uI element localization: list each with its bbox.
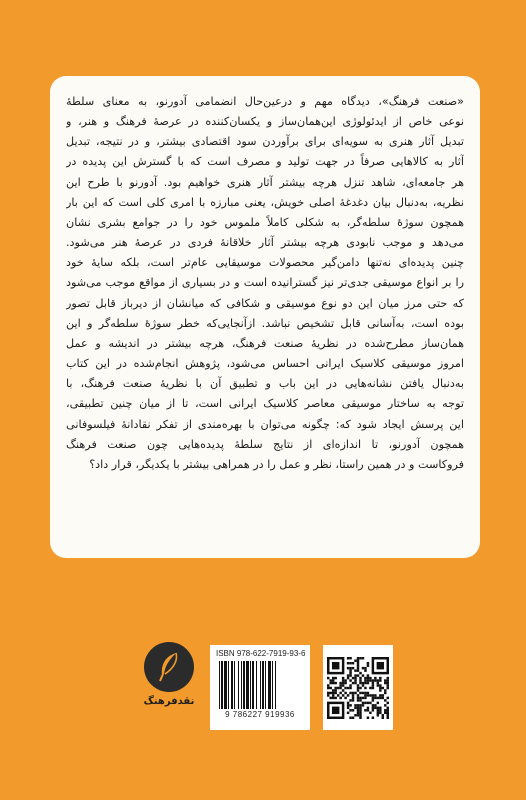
barcode-number: 9 786227 919936 [225, 710, 295, 719]
text-line: بوده است، به‌آسانی قابل تشخیص نباشد. ازآنجایی‌که خطر سوژهٔ سلطه‌گر و این [66, 316, 464, 330]
text-line: همچون سوژهٔ سلطه‌گر، به شکلی کاملاً ملموس خود را در جوامع بشری نشان [66, 215, 464, 229]
isbn-label: ISBN 978-622-7919-93-6 [216, 649, 306, 658]
text-line: آثار به کالاهایی صرفاً در جهت تولید و مصرف است که با گسترش این پدیده در [66, 155, 464, 169]
publisher-logo [140, 642, 198, 707]
text-line: که حتی مرز میان این دو نوع موسیقی و شکافی که میانشان از دیرباز قابل تصور [66, 296, 464, 310]
text-line: این پرسش ایجاد شود که: چگونه می‌توان با بهره‌مندی از تفکر نقادانهٔ فیلسوفانی [66, 417, 464, 431]
isbn-barcode [210, 645, 310, 730]
text-line: به‌دنبال یافتن نشانه‌هایی در این باب و تطبیق آن با نظریهٔ صنعت فرهنگ، با [66, 377, 464, 391]
publisher-name: نقدفرهنگ [143, 696, 195, 707]
text-line: می‌دهد و موجب نابودی هرچه بیشتر آثار خلاقانهٔ فردی در عرصهٔ هنر می‌شود. [66, 236, 464, 250]
back-cover-description [66, 92, 464, 475]
qr-code-icon [323, 645, 393, 730]
text-line: هر جامعه‌ای، شاهد تنزل هرچه بیشتر آثار هنری خواهیم بود. آدورنو با طرح این [66, 175, 464, 189]
text-line: توجه به ساختار موسیقی معاصر کلاسیک ایرانی است، تا از میان چنین تطبیقی، [66, 397, 464, 411]
text-line: همچون آدورنو، تا اندازه‌ای از نتایج سلطهٔ پدیده‌هایی چون صنعت فرهنگ [66, 437, 464, 451]
text-line: نظریه، به‌دنبال بیان دغدغهٔ اصلی خویش، یعنی مبارزه با امری کلی است که این بار [66, 195, 464, 209]
feather-quill-icon [144, 642, 194, 692]
text-line: نوعی خاص از ایدئولوژی این‌همان‌ساز و یکسان‌کننده در عرصهٔ فرهنگ و هنر، و [66, 115, 464, 129]
text-line: امروز موسیقی کلاسیک ایرانی احساس می‌شود، پژوهش انجام‌شده در این کتاب [66, 357, 464, 371]
text-line: همان‌ساز مطرح‌شده در نظریهٔ صنعت فرهنگ، هرچه بیشتر در اندیشه و عمل [66, 336, 464, 350]
text-line: «صنعت فرهنگ»، دیدگاه مهم و درعین‌حال انضمامی آدورنو، به معنای سلطهٔ [66, 95, 464, 108]
text-line: را بر انواع موسیقی جدی‌تر نیز گسترانیده است و در بسیاری از مواقع موجب می‌شود [66, 276, 464, 290]
text-line: چنین پدیده‌ای نه‌تنها دامن‌گیر محصولات موسیقایی عام‌تر است، بلکه سایهٔ خود [66, 256, 464, 270]
barcode-bars [217, 661, 303, 709]
back-cover-text-panel [50, 76, 480, 558]
text-line: فروکاست و در همین راستا، نظر و عمل را در همراهی بیشتر با یکدیگر، قرار داد؟ [89, 457, 464, 471]
text-line: تبدیل آثار هنری به سویه‌ای برای برآوردن سود اقتصادی بیشتر، و در نتیجه، تبدیل [66, 135, 464, 149]
